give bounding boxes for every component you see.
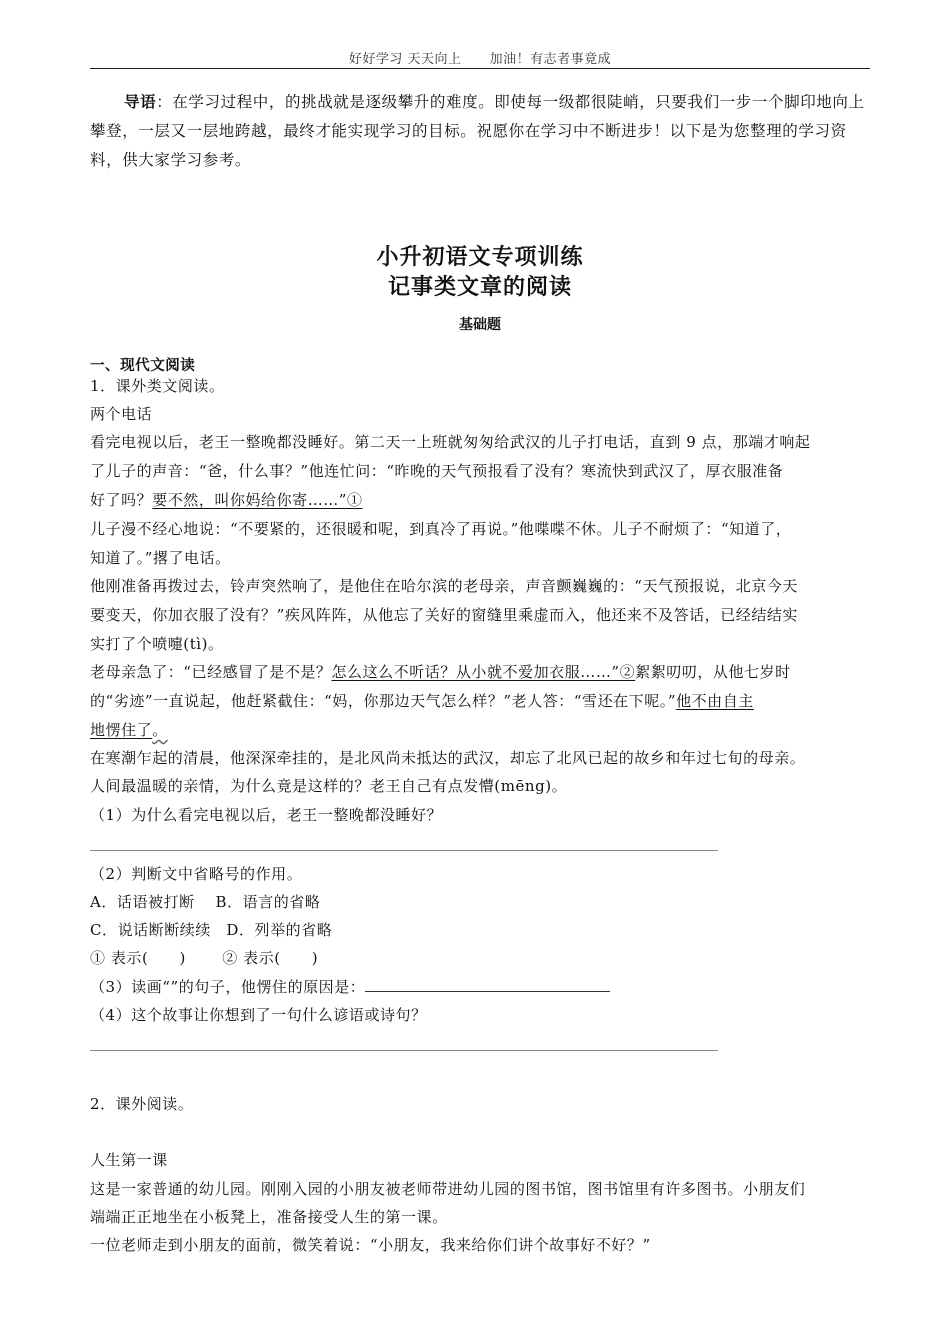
intro-text: ：在学习过程中，的挑战就是逐级攀升的难度。即使每一级都很陡峭，只要我们一步一个脚印地向上攀登，一层又一层地跨越，最终才能实现学习的目标。祝愿你在学习中不断进步！以下是为您整理的学习资料，供大家学习参考。	[90, 93, 865, 169]
q1-sub2: （2）判断文中省略号的作用。	[90, 865, 303, 883]
q1-p1-text: 好了吗？	[90, 491, 153, 509]
q1-p5: 在寒潮乍起的清晨，他深深牵挂的，是北风尚未抵达的武汉，却忘了北风已起的故乡和年过七旬的母亲。	[90, 749, 806, 767]
q1-answer-marks[interactable]: ① 表示( ) ② 表示( )	[90, 949, 319, 967]
underlined-sentence-2: 怎么这么不听话？从小就不爱加衣服……”②	[331, 663, 636, 681]
q1-sub1: （1）为什么看完电视以后，老王一整晚都没睡好？	[90, 806, 443, 824]
marked-sentence-b: 地愣住了	[90, 721, 153, 739]
q2-p2: 一位老师走到小朋友的面前，微笑着说：“小朋友，我来给你们讲个故事好不好？”	[90, 1236, 651, 1254]
q1-p4-line1	[90, 661, 880, 682]
q1-options-ab: A．话语被打断 B．语言的省略	[90, 893, 321, 911]
q1-p2-line1: 儿子漫不经心地说：“不要紧的，还很暖和呢，到真冷了再说。”他喋喋不休。儿子不耐烦了：“知道了，	[90, 520, 792, 538]
q2-story-title: 人生第一课	[90, 1151, 168, 1169]
header-right: 加油！有志者事竟成	[489, 52, 612, 67]
q1-sub4: （4）这个故事让你想到了一句什么谚语或诗句？	[90, 1006, 427, 1024]
q1-p2-line2: 知道了。”撂了电话。	[90, 549, 231, 567]
q1-p3-line3: 实打了个喷嚏(tì)。	[90, 635, 224, 653]
q2-heading: 2．课外阅读。	[90, 1095, 194, 1113]
section-heading: 一、现代文阅读	[90, 358, 196, 374]
doc-subtitle: 基础题	[459, 317, 501, 333]
intro-label: 导语	[124, 93, 157, 111]
q1-p4-line3	[90, 719, 880, 740]
q1-sub3	[90, 976, 880, 997]
q1-story-title: 两个电话	[90, 405, 153, 423]
q1-p1-line2: 了儿子的声音：“爸，什么事？”他连忙问：“昨晚的天气预报看了没有？寒流快到武汉了，厚衣服准备	[90, 462, 784, 480]
answer-line-4[interactable]	[90, 1050, 718, 1051]
marked-sentence-a: 他不由自主	[676, 692, 754, 710]
q1-sub3-text: （3）读画“”的句子，他愣住的原因是：	[90, 978, 366, 996]
answer-line-1[interactable]	[90, 850, 718, 851]
q1-p1-line3	[90, 489, 880, 510]
header-left: 好好学习 天天向上	[348, 52, 462, 67]
q1-options-cd: C．说话断断续续 D．列举的省略	[90, 921, 333, 939]
q1-p3-line1: 他刚准备再拨过去，铃声突然响了，是他住在哈尔滨的老母亲，声音颤巍巍的：“天气预报说，北京今天	[90, 577, 798, 595]
intro-paragraph	[90, 88, 870, 175]
q1-p1-line1: 看完电视以后，老王一整晚都没睡好。第二天一上班就匆匆给武汉的儿子打电话，直到 9 点，那端才响起	[90, 433, 811, 451]
doc-title-line1: 小升初语文专项训练	[376, 245, 584, 270]
header-rule	[90, 68, 870, 69]
q1-p4-line2	[90, 690, 880, 711]
q2-p1-line2: 端端正正地坐在小板凳上，准备接受人生的第一课。	[90, 1208, 448, 1226]
q1-p4-text-c: 的“劣迹”一直说起，他赶紧截住：“妈，你那边天气怎么样？”老人答：“雪还在下呢。”	[90, 692, 677, 710]
q1-p6: 人间最温暖的亲情，为什么竟是这样的？老王自己有点发懵(mēng)。	[90, 777, 568, 795]
page-header	[90, 48, 870, 67]
underlined-sentence-1: 要不然，叫你妈给你寄……”①	[152, 491, 363, 509]
answer-blank-3[interactable]	[365, 977, 610, 992]
wavy-mark: 。	[152, 721, 168, 739]
q1-p4-text-b: 絮絮叨叨，从他七岁时	[635, 663, 791, 681]
doc-title-line2: 记事类文章的阅读	[387, 275, 572, 300]
q1-p3-line2: 要变天，你加衣服了没有？”疾风阵阵，从他忘了关好的窗缝里乘虚而入，他还来不及答话，已经结结实	[90, 606, 798, 624]
q1-p4-text-a: 老母亲急了：“已经感冒了是不是？	[90, 663, 332, 681]
q2-p1-line1: 这是一家普通的幼儿园。刚刚入园的小朋友被老师带进幼儿园的图书馆，图书馆里有许多图书。小朋友们	[90, 1180, 806, 1198]
q1-heading: 1．课外类文阅读。	[90, 377, 225, 395]
